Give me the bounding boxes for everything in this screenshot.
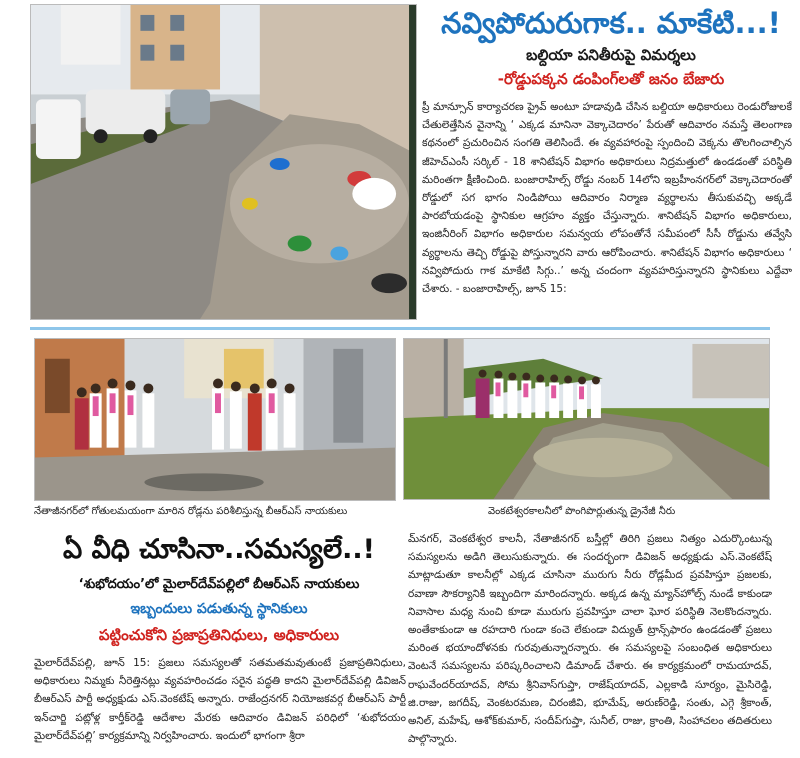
right-photo-caption: వెంకటేశ్వరకాలనీలో పొంగిపొర్లుతున్న డ్రైనేజీ నీరు bbox=[488, 506, 676, 517]
drainage-overflow-photo bbox=[403, 338, 770, 500]
bottom-article-body-right: మ్‌నగర్, వెంకటేశ్వర కాలనీ, నేతాజీనగర్ బస్తీల్లో తిరిగి ప్రజలు నిత్యం ఎదుర్కొంటున్న సమస్యలను అడిగి తెలుసుకున్నారు. ఈ సందర్భంగా డివిజన్ అధ్యక్షుడు ఎస్.వెంకటేష్ మాట్లాడుతూ కాలనీల్లో ఎక్కడ చూసినా మురుగు నీరు రోడ్లమీద ప్రవహిస్తూ ప్రజలకు, రవాణా సౌకర్యానికి ఇబ్బందిగా మారిందన్నారు. అక్కడ ఉన్న మ్యాన్‌హోల్స్ నుండే కాకుండా నివాసాల మధ్య నుంచి కూడా మురుగు ప్రవహిస్తూ చాలా ఘోర పరిస్థితి నెలకొందన్నారు. అంతేకాకుండా ఆ రహదారి గుండా కంచె లేకుండా విద్యుత్ ట్రాన్స్‌ఫారం ఉండడంతో ప్రజలు మరింత భయాందోళనకు గురవుతున్నారన్నారు. ఈ సమస్యలపై సంబంధిత అధికారులు వెంటనే సమస్యలను పరిష్కరించాలని డిమాండ్ చేశారు. ఈ కార్యక్రమంలో రామయాదవ్, రాఘవేందర్‌యాదవ్, సోమ శ్రీనివాస్‌గుప్తా, రాజేష్‌యాదవ్, ఎల్లకాడి సూర్యం, మైసిరెడ్డి, జి.రాజు, జగదీష్, వెంకటరమణ, చిరంజీవి, భూమేష్, అరుణ్‌రెడ్డి, సంతు, ఎగ్గె శ్రీకాంత్, అనిల్, మహేష్, ఆశోక్‌కుమార్, సందీప్‌గుప్తా, సునీల్, రాజు, క్రాంతి, సింహాచలం తదితరులు పాల్గొన్నారు. bbox=[408, 533, 772, 746]
left-photo-caption: నేతాజీనగర్‌లో గోతులమయంగా మారిన రోడ్లను పరిశీలిస్తున్న బీఆర్ఎస్ నాయకులు bbox=[34, 506, 348, 517]
leaders-inspecting-road-photo bbox=[34, 338, 396, 501]
garbage-dump-street-photo bbox=[30, 4, 417, 320]
top-highlight: -రోడ్డుపక్కన డంపింగ్‌లతో జనం బేజారు bbox=[497, 70, 725, 88]
bottom-highlight: పట్టించుకోని ప్రజాప్రతినిధులు, అధికారులు bbox=[98, 626, 340, 644]
top-article-body: ప్రీ మాన్సూన్ కార్యాచరణ ప్రైవ్ అంటూ హడావుడి చేసిన బల్దియా అధికారులు రెండురోజులకే చేతులెత్తేసిన వైనాన్ని ‘ ఎక్కడ మానినా వెక్కాచెదారం’ పేరుతో ఆదివారం నమస్తే తెలంగాణ కథనంలో ప్రచురించిన సంగతి తెలిసిందే. ఈ వ్యవహారంపై స్పందించి వెక్కను తొలగించాల్సిన జీహెచ్ఎంసీ సర్కిల్ - 18 శానిటేషన్ విభాగం అధికారులు నిద్రమత్తులో ఉండడంతో పరిస్థితి మరింతగా క్షీణించింది. బంజారాహిల్స్ రోడ్డు నంబర్ 14లోని ఇబ్రహీంనగర్‌లో వెక్కాచెదారంతో రోడ్డులో సగ భాగం నిండిపోయి ఆదివారం నిర్మాణ వ్యర్థాలను తీసుకువచ్చి అక్కడే పారబోయడంపై స్థానికుల ఆగ్రహం వ్యక్తం చేస్తున్నారు. శానిటేషన్ విభాగం అధికారులు, ఇంజినీరింగ్ విభాగం అధికారుల సమన్వయ లోపంతోనే సమీపంలో సీసీ రోడ్డును తవ్వేసి వ్యర్థాలను తెచ్చి రోడ్డుపై పోస్తున్నారని వారు ఆరోపించారు. శానిటేషన్ విభాగం అధికారులు ‘ నవ్విపోదురు గాక మాకేటి సిగ్గు..’ అన్న చందంగా వ్యవహరిస్తున్నారని స్థానికులు ఎద్దేవా చేశారు. - బంజారాహిల్స్, జూన్ 15: bbox=[422, 101, 792, 296]
bottom-subheading-2: ఇబ్బందులు పడుతున్న స్థానికులు bbox=[130, 601, 308, 617]
section-divider bbox=[30, 327, 770, 330]
top-headline: నవ్విపోదురుగాక.. మాకేటి...! bbox=[441, 6, 781, 40]
bottom-article-body-left: మైలార్‌దేవ్‌పల్లి, జూన్ 15: ప్రజలు సమస్యలతో సతమతమవుతుంటే ప్రజాప్రతినిధులు, అధికారులు నిమ్మకు నీరెత్తినట్లు వ్యవహరించడం సరైన పద్ధతి కాదని మైలార్‌దేవ్‌పల్లి డివిజన్ బీఆర్ఎస్ పార్టీ అధ్యక్షుడు ఎస్.వెంకటేష్ అన్నారు. రాజేంద్రనగర్ నియోజకవర్గ బీఆర్ఎస్ పార్టీ ఇన్‌చార్జి పట్లోళ్ల కార్తీక్‌రెడ్డి ఆదేశాల మేరకు ఆదివారం డివిజన్ పరిధిలో ‘శుభోదయం మైలార్‌దేవ్‌పల్లి’ కార్యక్రమాన్ని నిర్వహించారు. ఇందులో భాగంగా శ్రీరా bbox=[34, 657, 406, 742]
bottom-subheading: ‘శుభోదయం’లో మైలార్‌దేవ్‌పల్లిలో బీఆర్ఎస్ నాయకులు bbox=[78, 577, 360, 592]
bottom-headline: ఏ వీధి చూసినా..సమస్యలే..! bbox=[62, 534, 375, 565]
top-subheading: బల్దియా పనితీరుపై విమర్శలు bbox=[526, 46, 696, 64]
